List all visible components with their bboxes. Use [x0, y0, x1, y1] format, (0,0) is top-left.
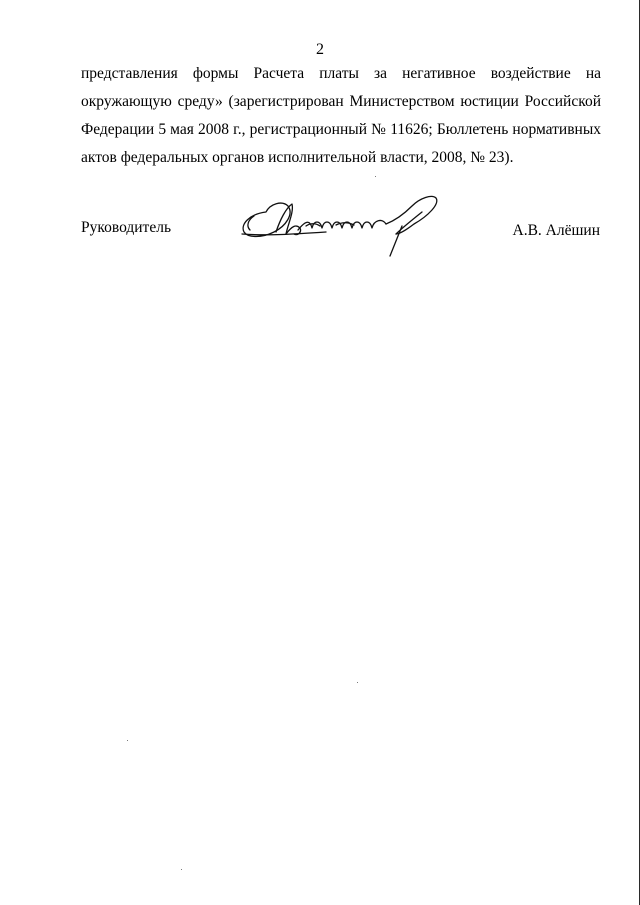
page-number: 2	[316, 41, 324, 58]
signer-role: Руководитель	[81, 219, 172, 236]
signer-name: А.В. Алёшин	[512, 222, 600, 239]
signature-block	[0, 190, 640, 270]
handwritten-signature	[236, 190, 450, 260]
paragraph-line: окружающую среду» (зарегистрирован Министерством юстиции Российской	[81, 93, 601, 110]
scan-speck	[357, 682, 358, 683]
scan-speck	[127, 740, 128, 741]
paragraph-line: представления формы Расчета платы за негативное воздействие на	[81, 65, 601, 82]
scan-speck	[181, 869, 182, 870]
scan-speck	[375, 176, 376, 177]
body-paragraph	[81, 60, 601, 172]
paragraph-line: Федерации 5 мая 2008 г., регистрационный № 11626; Бюллетень нормативных	[81, 121, 601, 138]
paragraph-line: актов федеральных органов исполнительной власти, 2008, № 23).	[81, 149, 514, 166]
